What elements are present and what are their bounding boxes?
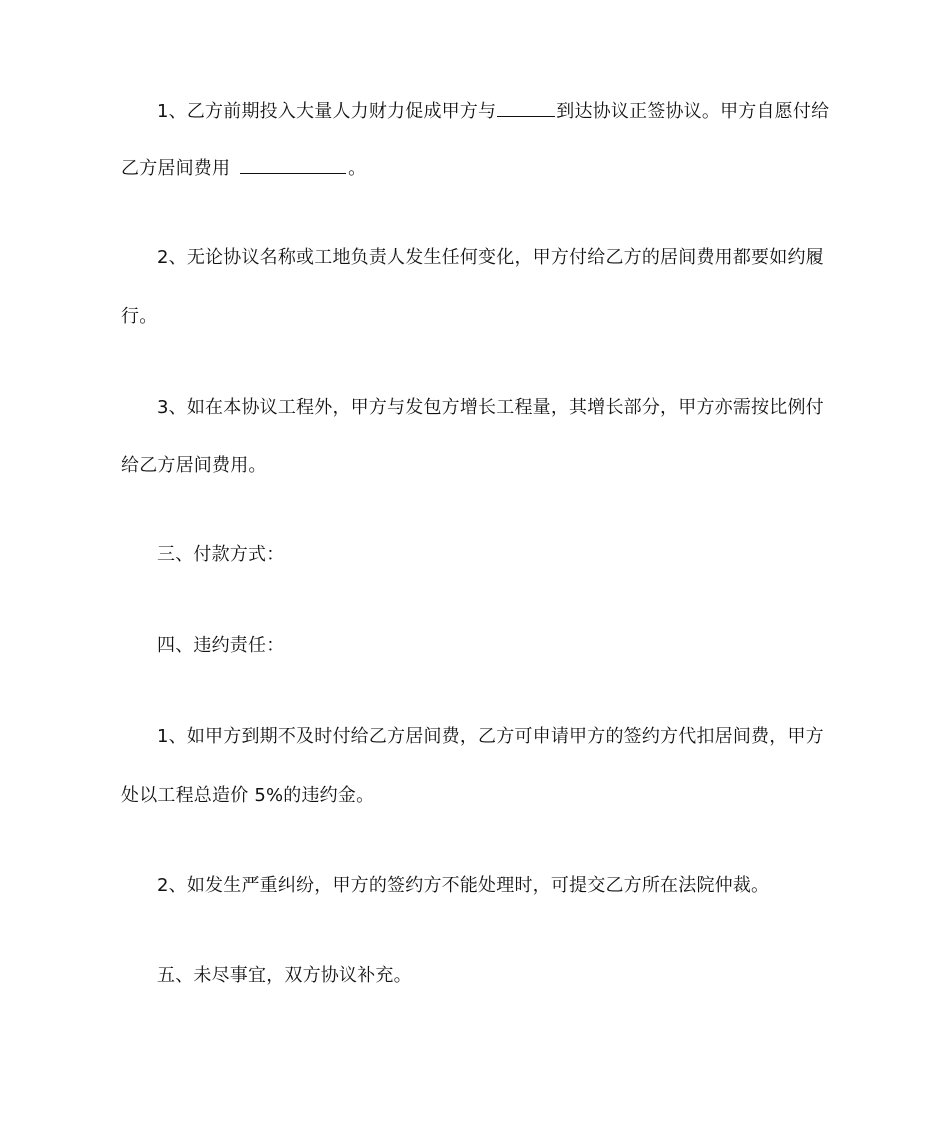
clause-1-line-2	[121, 155, 366, 181]
section-supplement-heading: 五、未尽事宜，双方协议补充。	[157, 965, 412, 986]
section-breach-heading: 四、违约责任：	[157, 635, 285, 656]
party-name-blank	[497, 98, 555, 117]
clause-2-line-2: 行。	[121, 306, 158, 327]
fee-amount-blank	[240, 155, 346, 174]
breach-1-line-2: 处以工程总造价 5%的违约金。	[121, 785, 375, 806]
section-payment-heading: 三、付款方式：	[157, 544, 285, 565]
clause-1-text-d: 。	[348, 158, 367, 179]
breach-1-line-1: 1、如甲方到期不及时付给乙方居间费，乙方可申请甲方的签约方代扣居间费，甲方	[157, 726, 824, 747]
breach-2-line: 2、如发生严重纠纷，甲方的签约方不能处理时，可提交乙方所在法院仲裁。	[157, 875, 770, 896]
clause-1-line-1	[157, 98, 829, 124]
clause-3-line-2: 给乙方居间费用。	[121, 455, 267, 476]
clause-1-text-a: 1、乙方前期投入大量人力财力促成甲方与	[157, 101, 497, 122]
clause-1-text-b: 到达协议正签协议。甲方自愿付给	[556, 101, 830, 122]
clause-2-line-1: 2、无论协议名称或工地负责人发生任何变化，甲方付给乙方的居间费用都要如约履	[157, 247, 824, 268]
clause-1-text-c: 乙方居间费用	[121, 158, 237, 179]
clause-3-line-1: 3、如在本协议工程外，甲方与发包方增长工程量，其增长部分，甲方亦需按比例付	[157, 397, 824, 418]
